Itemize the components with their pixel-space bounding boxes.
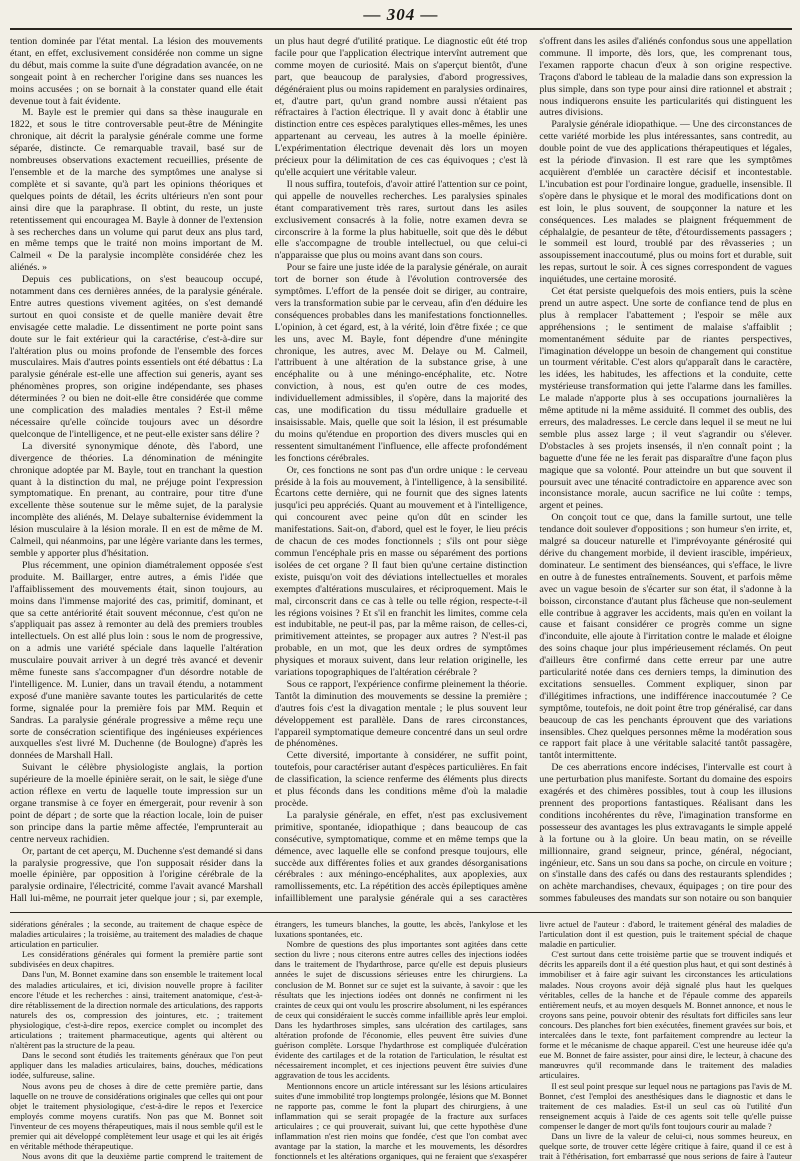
paragraph: Or, ces fonctions ne sont pas d'un ordre unique : le cerveau préside à la fois au mouvement, à l'intelligence, à la sensibilité. Écartons cette dernière, qui ne fournit que des signes latents jusqu'ici peu appréciés. Quant au mouvement et à l'intelligence, qui concourent avec peine qu'on dût en scinder les manifestations. Sait-on, d'abord, quel est le foyer, le lieu précis de chacun de ces modes fonctionnels ; s'ils ont pour siège commun l'encéphale pris en masse ou séparément des portions isolées de cet organe ? Il faut bien qu'une certaine distinction existe, puisqu'on voit des déviations intellectuelles et morales exemptes d'altérations musculaires, et réciproquement. Mais le mal, circonscrit dans ce cas à telle ou telle région, respecte-t-il les régions voisines ? Et s'il en franchit les limites, comme cela est indubitable, ne peut-il pas, par la même raison, de celles-ci, primitivement atteintes, se propager aux autres ? N'est-il pas probable, en un mot, que les deux ordres de symptômes physiques et moraux suivent, dans leur relation originelle, les variations topographiques de l'altération cérébrale ? bbox=[274, 464, 528, 679]
paragraph: De ces aberrations encore indécises, l'intervalle est court à une perturbation plus manifeste. Sortant du domaine des espoirs exagérés et des chimères possibles, tout à coup les illusions prennent des proportions fantastiques. Réalisant dans les conditions incohérentes du rêve, l'imagination transforme en possesseur des avantages les plus extravagants le simple appelé à la fortune ou à la gloire. Un beau matin, on se réveille millionnaire, grand seigneur, prince, général, négociant, ingénieur, etc. Sans un sou dans sa poche, on circule en voiture ; on s'installe dans des cafés ou dans des restaurants splendides ; on achète marchandises, chevaux, équipages ; on tire pour des sommes fabuleuses des mandats sur son notaire ou son banquier bbox=[539, 762, 792, 905]
section-divider bbox=[10, 912, 792, 913]
lower-column-2 bbox=[275, 919, 528, 1161]
paragraph: Paralysie générale idiopathique. — Une des circonstances de cette variété morbide les plus intéressantes, sans contredit, au double point de vue des applications thérapeutiques et légales, est la période d'invasion. Il est rare que les symptômes acquièrent d'emblée un caractère décisif et incontestable. L'incubation est pour l'ordinaire longue, graduelle, insensible. Il s'opère dans le physique et le moral des modifications dont on est loin, le plus souvent, de soupçonner la nature et les conséquences. Les malades se plaignent fréquemment de céphalalgie, de pesanteur de tête, d'étourdissements passagers ; le sommeil est lourd, troublé par des rêvasseries ; un assoupissement inaccoutumé, plus ou moins fort et durable, suit les repas, surtout le soir. À ces signes correspondent de vagues inquiétudes, une certaine morosité. bbox=[539, 119, 792, 286]
lower-article bbox=[10, 919, 792, 1161]
upper-column-1 bbox=[10, 36, 263, 906]
paragraph: Dans un livre de la valeur de celui-ci, nous sommes heureux, en quelque sorte, de trouver cette légère critique à faire, quand il ce est à trait à l'éthérisation, fort embarrassé que nous serions de faire à l'auteur bbox=[539, 1130, 792, 1161]
paragraph: tention dominée par l'état mental. La lésion des mouvements étant, en effet, exclusivement considérée non comme un signe du début, mais comme la suite d'une dégradation avancée, on ne songeait point à en rechercher l'origine dans ses nuances les moins accusées ; on se bornait à la constater quand elle était devenue tout à fait évidente. bbox=[10, 36, 263, 107]
paragraph: Plus récemment, une opinion diamétralement opposée s'est produite. M. Baillarger, entre autres, a émis l'idée que l'affaiblissement des mouvements était, sinon toujours, au moins dans l'immense majorité des cas, primitif, dominant, et que sa cette antériorité était souvent méconnue, c'est qu'on ne s'appliquait pas assez à remonter au delà des premiers troubles intellectuels. On est allé plus loin : sous le nom de progressive, on a admis une variété spéciale dans laquelle l'altération musculaire pouvait arriver à un degré très avancé et devenir même funeste sans s'accompagner d'un désordre notable de l'intelligence. M. Lunier, dans un travail étendu, a notamment exposé d'une manière savante toutes les particularités de cette forme, signalée pour la première fois par MM. Requin et Sandras. La paralysie générale progressive a même reçu une sorte de consécration scientifique des ingénieuses expériences auxquelles s'est livré M. Duchenne (de Boulogne) d'après les données de Marshall Hall. bbox=[10, 559, 263, 762]
paragraph: La diversité synonymique dénote, dès l'abord, une divergence de théories. La dénomination de méningite chronique adoptée par M. Bayle, tout en tranchant la question quant à la distinction du mal, ne préjuge point l'expression symptomatique. En prenant, au contraire, pour titre d'une excellente thèse soutenue sur le même sujet, de la paralysie incomplète des aliénés, M. Delaye subalternise évidemment la lésion musculaire à la lésion morale. Il en est de même de M. Calmeil, qui néanmoins, par une légère variante dans les termes, semble y apporter plus d'hésitation. bbox=[10, 440, 263, 559]
page-number: — 304 — bbox=[363, 5, 439, 24]
paragraph: Pour se faire une juste idée de la paralysie générale, on aurait tort de borner son étude à l'évolution controversée des symptômes. L'effort de la pensée doit se diriger, au contraire, vers la transformation subie par le cerveau, afin d'en déduire les conséquences probables dans les manifestations fonctionnelles. L'opinion, à cet égard, est, à la vérité, loin d'être fixée ; ce que les uns, avec M. Bayle, font dépendre d'une méningite chronique, les autres, avec M. Delaye ou M. Calmeil, l'attribuent à une altération de la substance grise, à une encéphalite ou à une méningo-encéphalite, etc. Notre conviction, à nous, est qu'en outre de ces modes, individuellement admissibles, il s'opère, dans la majorité des cas, une modification du tissu médullaire graduelle et insaisissable. Mais, quelle que soit la lésion, il est présumable du moins qu'étendue en proportion des divers muscles qui en ressentent simultanément l'influence, elle affecte profondément les fonctions cérébrales. bbox=[274, 262, 528, 464]
paragraph: Or, partant de cet aperçu, M. Duchenne s'est demandé si dans la paralysie progressive, que l'on supposait résider dans la moelle épinière, par opposition à l'origine cérébrale de la paralysie ordinaire, l'électricité, comme l'avait avancé Marshall Hall lui-même, ne pourrait jeter quelque jour ; si, par exemple, bbox=[10, 845, 263, 905]
paragraph: Suivant le célèbre physiologiste anglais, la portion supérieure de la moelle épinière serait, on le sait, le siège d'une action réflexe en vertu de laquelle toute impression sur un organe transmise à ce foyer en émergerait, pour revenir à son point de départ ; de sorte que la réaction locale, loin de puiser son principe dans la partie même affectée, l'emprunterait au centre nerveux rachidien. bbox=[10, 762, 263, 845]
paragraph: un plus haut degré d'utilité pratique. Le diagnostic eût été trop facile pour que l'application électrique intervînt autrement que comme moyen de curiosité. Mais on s'aperçut bientôt, d'une part, que beaucoup de paralysies, d'abord progressives, dégénéraient plus ou moins rapidement en paralysies ordinaires, et, d'autre part, qu'un grand nombre aussi n'étaient pas réfractaires à l'action électrique. Il y avait donc à établir une distinction entre ces espèces paralytiques elles-mêmes, les unes appartenant au cerveau, les autres à la moelle épinière. L'expérimentation électrique devenait dès lors un moyen précieux pour la délimitation de ces cas équivoques ; c'est là qu'elle acquiert une véritable valeur. bbox=[274, 36, 528, 178]
upper-article bbox=[10, 36, 792, 906]
paragraph: C'est surtout dans cette troisième partie que se trouvent indiqués et décrits les appareils dont il a été question plus haut, et qui sont destinés à immobiliser et à faire agir suivant les circonstances les articulations malades. Nous croyons avoir déjà signalé plus haut les quelques véritables, celles de la hanche et de l'épaule comme des appareils entièrement neufs, et au moyen desquels M. Bonnet annonce, et nous le croyons sans peine, pouvoir obtenir des résultats fort difficiles sans leur concours. Des planches fort bien exécutées, finement gravées sur bois, et intercalées dans le texte, font parfaitement comprendre au lecteur la forme et le mécanisme de chaque appareil. C'est une heureuse idée qu'a eue M. Bonnet de faire assister, pour ainsi dire, le lecteur, à chacune des manœuvres qu'il recommande dans le traitement des maladies articulaires. bbox=[539, 949, 792, 1081]
paragraph: s'offrent dans les asiles d'aliénés confondus sous une appellation commune. Il importe, dès lors, que, les comprenant tous, l'examen rapporte chacun d'eux à son origine respective. Traçons d'abord le tableau de la maladie dans son expression la plus simple, dans son type pour ainsi dire rationnel et abstrait ; nous indiquerons ensuite les particularités qui distinguent les autres divisions. bbox=[539, 36, 792, 119]
paragraph: Dans le second sont étudiés les traitements généraux que l'on peut appliquer dans les maladies articulaires, bains, douches, médications iodée, sulfureuse, saline. bbox=[10, 1050, 263, 1081]
upper-column-2 bbox=[275, 36, 528, 906]
paragraph: Sous ce rapport, l'expérience confirme pleinement la théorie. Tantôt la diminution des mouvements se dessine la première ; d'autres fois c'est la divagation mentale ; le plus souvent leur développement est parallèle. Dans de rares circonstances, l'appareil symptomatique demeure concentré dans un seul ordre de phénomènes. bbox=[274, 678, 528, 750]
upper-column-3 bbox=[539, 36, 792, 906]
paragraph: Cet état persiste quelquefois des mois entiers, puis la scène prend un autre aspect. Une sorte de confiance tend de plus en plus à remplacer l'abattement ; l'espoir se mêle aux appréhensions ; le sentiment de malaise s'affaiblit ; momentanément séduite par de riantes perspectives, l'imagination développe un besoin de changement qui constitue un tourment véritable. C'est alors qu'apparaît dans le caractère, les idées, les habitudes, les affections et la conduite, cette mystérieuse transformation qui jette l'alarme dans les familles. Le malade n'apporte plus à ses occupations journalières la même aptitude ni la même assiduité. Il commet des oublis, des erreurs, des maladresses. Le cercle dans lequel il se meut ne lui semble plus assez large ; il veut s'agrandir ou s'élever. D'obstacles à ses projets insensés, il n'en connaît point ; la baguette d'une fée ne les ferait pas disparaître d'une façon plus magique que sa volonté. Pour atteindre un but que souvent il poursuit avec une ténacité contradictoire en apparence avec son inconsistance morale, aucun sacrifice ne lui coûte : temps, argent et peines. bbox=[539, 286, 792, 512]
paragraph: livre actuel de l'auteur : d'abord, le traitement général des maladies de l'articulation dont il est question, puis le traitement spécial de chaque maladie en particulier. bbox=[539, 919, 792, 950]
header-rule bbox=[10, 28, 792, 30]
paragraph: Les considérations générales qui forment la première partie sont subdivisées en deux chapitres. bbox=[10, 949, 263, 970]
lower-column-1 bbox=[10, 919, 263, 1161]
paragraph: Depuis ces publications, on s'est beaucoup occupé, notamment dans ces dernières années, de la paralysie générale. Entre autres questions vivement agitées, on s'est demandé surtout en quoi consiste et de quelle manière devait être envisagée cette maladie. Le dissentiment ne porte point sans doute sur le fait extérieur qui la caractérise, c'est-à-dire sur l'altération plus ou moins profonde de l'ensemble des forces musculaires. Mais d'autres points essentiels ont été débattus : La paralysie générale est-elle une affection sui generis, ayant ses phénomènes propres, son origine indépendante, ses phases déterminées ? ou bien ne doit-elle être considérée que comme une complication des maladies mentales ? Est-il même nécessaire qu'elle coïncide toujours avec un désordre quelconque de l'intelligence, et ne peut-elle exister sans délire ? bbox=[10, 274, 263, 440]
lower-column-3 bbox=[539, 919, 792, 1161]
paragraph: sidérations générales ; la seconde, au traitement de chaque espèce de maladies articulaires ; la troisième, au traitement des maladies de chaque articulation en particulier. bbox=[10, 919, 263, 950]
paragraph: Nous avons dit que la deuxième partie comprend le traitement de bbox=[22, 1151, 263, 1161]
paragraph: La paralysie générale, en effet, n'est pas exclusivement primitive, spontanée, idiopathique ; dans beaucoup de cas consécutive, symptomatique, comme et en même temps que la démence, avec laquelle elle se confond presque toujours, elle succède aux différentes folies et aux grandes désorganisations cérébrales : aux méningo-encéphalites, aux apoplexies, aux ramollissements, etc. La répétition des accès épileptiques amène infailliblement une paralysie générale qui a ses caractères bbox=[274, 809, 528, 905]
paragraph: On conçoit tout ce que, dans la famille surtout, une telle tendance doit soulever d'oppositions ; son humeur s'en irrite, et, malgré sa douceur naturelle et l'imprévoyante générosité qui dérive du changement morbide, il devient irascible, impérieux, dominateur. Le sentiment des bienséances, qui s'efface, le livre en outre à de funestes entraînements. Souvent, et parfois même avec un vague besoin de s'écarter sur son état, il s'adonne à la boisson, circonstance d'autant plus fâcheuse que non-seulement elle contribue à aggraver les accidents, mais qu'en en voilant la cause et faisant considérer ce progrès comme un signe d'inconduite, elle ajoute à l'irritation contre le malade et éloigne des soins chaque jour plus impérieusement réclamés. On peut d'ailleurs être confirmé dans cette erreur par une autre particularité notée dans ces derniers temps, la diminution des excitations sensuelles. Comment expliquer, sinon par d'illégitimes infractions, une indifférence inaccoutumée ? Ce symptôme, toutefois, ne doit point être trop généralisé, car dans beaucoup de cas les penchants éprouvent que des variations insensibles. Chez quelques personnes même la modération sous ce rapport fait place à une véritable salacité tantôt passagère, tantôt intermittente. bbox=[539, 512, 792, 762]
paragraph: Nous avons peu de choses à dire de cette première partie, dans laquelle on ne trouve de considérations originales que celles qui ont pour objet le traitement physiologique, c'est-à-dire le repos et l'exercice employés comme moyens curatifs. Non pas que M. Bonnet soit l'inventeur de ces moyens thérapeutiques, mais il nous semble qu'il est le premier qui ait développé complètement leur usage et qui les ait érigés en véritable méthode thérapeutique. bbox=[10, 1080, 263, 1152]
paragraph: M. Bayle est le premier qui dans sa thèse inaugurale en 1822, et sous le titre controversable peut-être de Méningite chronique, ait décrit la paralysie générale comme une forme séparée, distincte. Ce remarquable travail, basé sur de nombreuses observations exactement recueillies, présente de l'ensemble et de la marche des symptômes une analyse si complète et si savante, qu'à part les opinions théoriques et quelques points de détail, les écrits ultérieurs n'en sont pour ainsi dire que la paraphrase. Il obtint, du reste, un juste retentissement qui encouragea M. Bayle à donner de l'extension à ses recherches dans un volume qui parut deux ans plus tard, en même temps que le traité non moins important de M. Calmeil « De la paralysie incomplète considérée chez les aliénés. » bbox=[10, 107, 263, 274]
paragraph: Cette diversité, importante à considérer, ne suffit point, toutefois, pour caractériser autant d'espèces particulières. En fait de classification, la science renferme des éléments plus directs et plus féconds dans les conditions même d'où la maladie procède. bbox=[274, 750, 528, 809]
paragraph: Il est seul point presque sur lequel nous ne partagions pas l'avis de M. Bonnet, c'est l'emploi des anesthésiques dans le diagnostic et dans le traitement de ces maladies. Est-il un seul cas où l'utilité d'un renseignement acquis à l'aide de ces agents soit telle qu'elle puisse compenser le danger de mort qu'ils font toujours courir au malade ? bbox=[539, 1080, 792, 1131]
paragraph: Dans l'un, M. Bonnet examine dans son ensemble le traitement local des maladies articulaires, et ici, division nouvelle propre à faciliter encore l'étude et les recherches : ainsi, traitement anatomique, c'est-à-dire rétablissement de la direction normale des articulations, des rapports naturels des os, compression des jointures, etc. ; traitement physiologique, c'est-à-dire repos, exercice complet ou incomplet des articulations ; traitement pharmaceutique, agents qui altèrent ou n'altèrent pas la structure de la peau. bbox=[10, 969, 263, 1051]
paragraph: étrangers, les tumeurs blanches, la goutte, les abcès, l'ankylose et les luxations spontanées, etc. bbox=[274, 919, 528, 940]
paragraph: Mentionnons encore un article intéressant sur les lésions articulaires suites d'une immobilité trop longtemps prolongée, lésions que M. Bonnet ne rapporte pas, comme le font la plupart des chirurgiens, à une inflammation qui se serait propagée de la fracture aux surfaces articulaires ; ce qui prouverait, suivant lui, que cette hypothèse d'une inflammation n'est rien moins que fondée, c'est que l'on combat avec avantage par la station, la marche et les mouvements, les désordres fonctionnels et les altérations organiques, qui ne feraient que s'exaspérer bbox=[274, 1080, 528, 1161]
paragraph: Nombre de questions des plus importantes sont agitées dans cette section du livre ; nous citerons entre autres celles des injections iodées dans le traitement de l'hydarthrose, parce qu'elle est depuis plusieurs années le sujet de discussions sérieuses entre les chirurgiens. La conclusion de M. Bonnet sur ce sujet est la suivante, à savoir : que les résultats que les injections iodées ont donnés ne confirment ni les craintes de ceux qui ont voulu les proscrire absolument, ni les espérances de ceux qui considéraient le succès comme infaillible après leur emploi. Dans les hydarthroses simples, sans ulcération des cartilages, sans altération profonde de l'économie, elles peuvent être suivies d'une guérison complète. Lorsque l'hydarthrose est compliquée d'ulcération évidente des cartilages et de la rotation de l'articulation, le résultat est nécessairement incomplet, et ces injections peuvent être suivies d'une aggravation de tous les accidents. bbox=[274, 939, 528, 1081]
paragraph: Il nous suffira, toutefois, d'avoir attiré l'attention sur ce point, qui appelle de nouvelles recherches. Les paralysies spinales étant comparativement très rares, surtout dans les asiles exclusivement consacrés à la folie, notre examen devra se circonscrire à la forme la plus habituelle, soit que dès le début elle s'accompagne de trouble intellectuel, ou que celui-ci n'apparaisse que plus ou moins avant dans son cours. bbox=[274, 178, 528, 262]
